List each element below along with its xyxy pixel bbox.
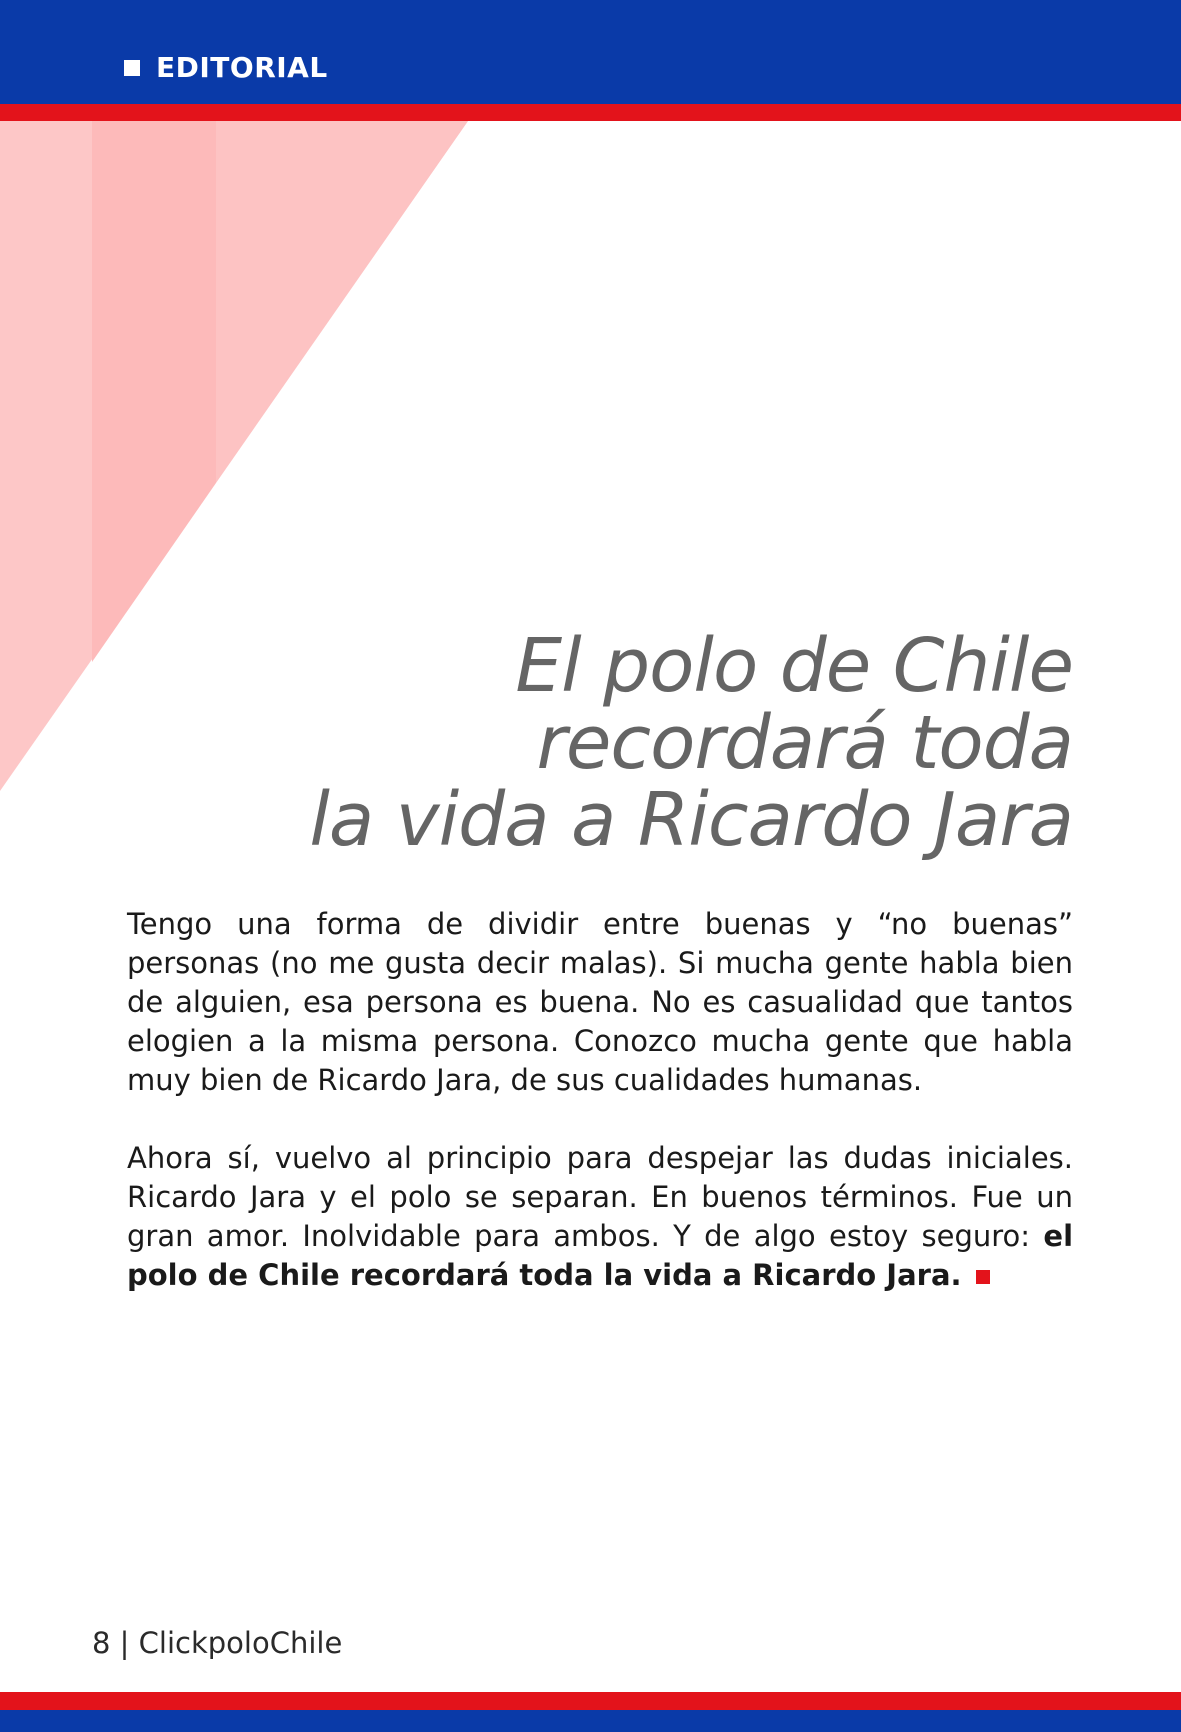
paragraph-2 [127,1139,1073,1295]
paragraph-1: Tengo una forma de dividir entre buenas y “no buenas” personas (no me gusta decir malas). Si mucha gente habla bien de alguien, esa persona es buena. No es casualidad que tantos elogien a la misma persona. Conozco mucha gente que habla muy bien de Ricardo Jara, de sus cualidades humanas. [127,907,1073,1097]
title-line: El polo de Chile [515,622,1073,709]
header-red-stripe [0,104,1181,121]
end-mark-icon [976,1270,990,1284]
section-label-text: EDITORIAL [156,51,328,84]
article-body [127,905,1073,1295]
footer-blue-band [0,1710,1181,1732]
page-folio: 8 | ClickpoloChile [92,1626,343,1660]
title-line: la vida a Ricardo Jara [309,776,1073,863]
article-title [173,622,1073,863]
closing-statement: el polo de Chile recordará toda la vida a Ricardo Jara. [127,1219,1074,1292]
title-line: recordará toda [536,699,1073,786]
paragraph-2-text: Ahora sí, vuelvo al principio para despejar las dudas iniciales. Ricardo Jara y el polo se separan. En buenos términos. Fue un gran amor. Inolvidable para ambos. Y de algo estoy seguro: [127,1141,1073,1253]
section-label [124,51,328,84]
footer-red-stripe [0,1692,1181,1710]
square-bullet-icon [124,60,140,76]
